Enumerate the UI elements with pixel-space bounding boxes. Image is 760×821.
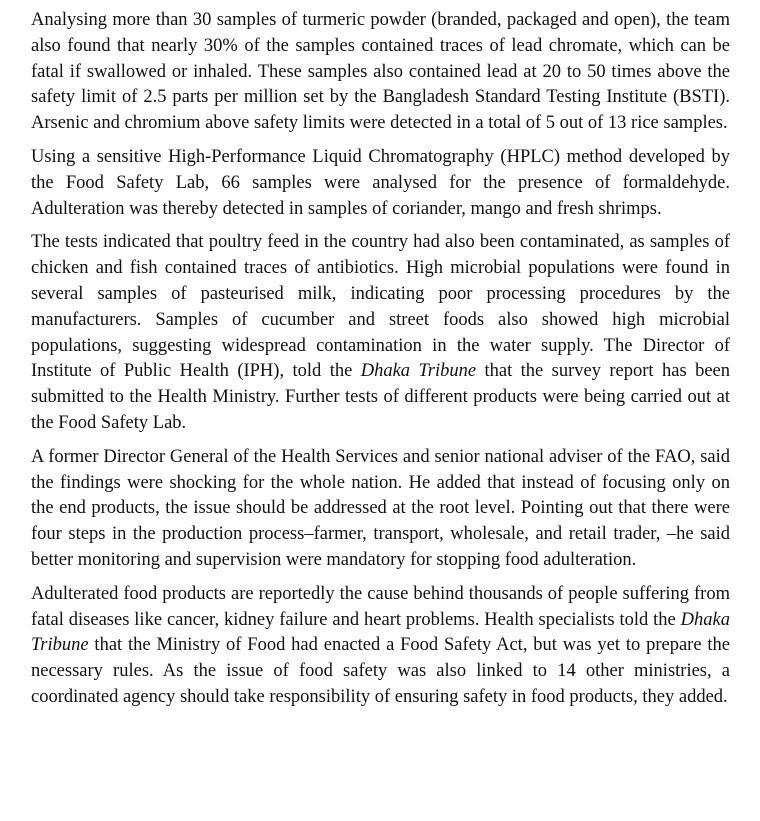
paragraph-poultry-milk-findings bbox=[31, 230, 730, 436]
paragraph-turmeric-findings: Analysing more than 30 samples of turmeric powder (branded, packaged and open), the team also found that nearly 30% of the samples contained traces of lead chromate, which can be fatal if swallowed or inhaled. These samples also contained lead at 20 to 50 times above the safety limit of 2.5 parts per million set by the Bangladesh Standard Testing Institute (BSTI). Arsenic and chromium above safety limits were detected in a total of 5 out of 13 rice samples. bbox=[31, 10, 730, 134]
paragraph-text-segment: that the survey report has been submitted to the Health Ministry. Further tests of different products were being carried out at the Food Safety Lab. bbox=[31, 361, 730, 433]
paragraph-text-segment: that the Ministry of Food had enacted a Food Safety Act, but was yet to prepare the necessary rules. As the issue of food safety was also linked to 14 other ministries, a coordinated agency should take responsibility of ensuring safety in food products, they added. bbox=[31, 635, 730, 707]
paragraph-food-safety-act bbox=[31, 582, 730, 711]
paragraph-text-segment: Adulterated food products are reportedly the cause behind thousands of people suffering from fatal diseases like cancer, kidney failure and heart problems. Health specialists told the bbox=[31, 583, 730, 630]
paragraph-text-segment: The tests indicated that poultry feed in the country had also been contaminated, as samples of chicken and fish contained traces of antibiotics. High microbial populations were found in several samples of pasteurised milk, indicating poor processing procedures by the manufacturers. Samples of cucumber and street foods also showed high microbial populations, suggesting widespread contamination in the water supply. The Director of Institute of Public Health (IPH), told the bbox=[31, 232, 730, 382]
paragraph-formaldehyde-tests: Using a sensitive High-Performance Liquid Chromatography (HPLC) method developed by the Food Safety Lab, 66 samples were analysed for the presence of formaldehyde. Adulteration was thereby detected in samples of coriander, mango and fresh shrimps. bbox=[31, 146, 730, 219]
publication-name: Dhaka Tribune bbox=[360, 361, 477, 382]
publication-name: Dhaka Tribune bbox=[31, 609, 730, 656]
article-body bbox=[31, 8, 730, 711]
paragraph-director-general-quote: A former Director General of the Health Services and senior national adviser of the FAO, said the findings were shocking for the whole nation. He added that instead of focusing only on the end products, the issue should be addressed at the root level. Pointing out that there were four steps in the production process–farmer, transport, wholesale, and retail trader, –he said better monitoring and supervision were mandatory for stopping food adulteration. bbox=[31, 446, 730, 570]
